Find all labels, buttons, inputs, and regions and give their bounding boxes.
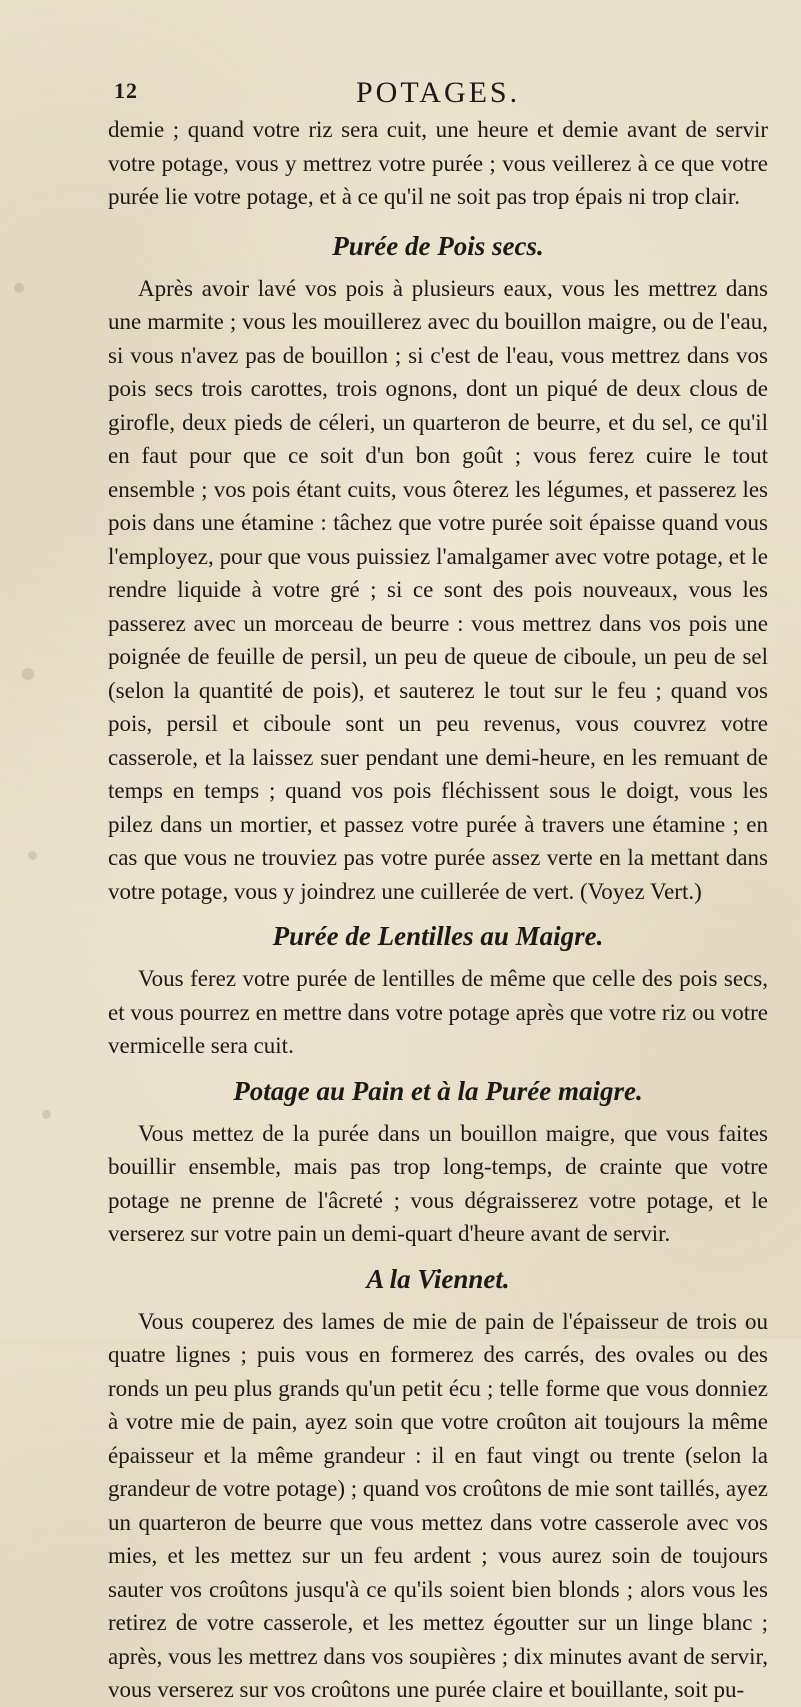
paragraph-continuation: demie ; quand votre riz sera cuit, une heure et demie avant de servir votre potage, vous y mettrez votre purée ; vous veillerez à ce que votre purée lie votre potage, et à ce qu'il ne soit pas trop épais ni trop clair. bbox=[108, 117, 768, 209]
page-number: 12 bbox=[114, 78, 138, 103]
paragraph-viennet: Vous couperez des lames de mie de pain de l'épaisseur de trois ou quatre lignes ; puis vous en formerez des carrés, des ovales ou des ronds un peu plus grands qu'un petit écu ; telle forme que vous donniez à votre mie de pain, ayez soin que votre croûton ait toujours la même épaisseur et la même grandeur : il en faut vingt ou trente (selon la grandeur de votre potage) ; quand vos croûtons de mie sont taillés, ayez un quarteron de beurre que vous mettez dans votre casserole avec vos mies, et les mettez sur un feu ardent ; vous aurez soin de toujours sauter vos croûtons jusqu'à ce qu'ils soient bien blonds ; alors vous les retirez de votre casserole, et les mettez égoutter sur un linge blanc ; après, vous les mettrez dans vos soupières ; dix minutes avant de servir, vous verserez sur vos croûtons une purée claire et bouillante, soit pu- bbox=[108, 1308, 768, 1702]
page-body bbox=[108, 113, 768, 1707]
foxing-spot bbox=[14, 283, 24, 293]
page-header bbox=[108, 78, 758, 112]
foxing-spot bbox=[22, 668, 34, 680]
paragraph-puree-pois-secs: Après avoir lavé vos pois à plusieurs eaux, vous les mettrez dans une marmite ; vous les mouillerez avec du bouillon maigre, ou de l'eau, si vous n'avez pas de bouillon ; si c'est de l'eau, vous mettrez dans vos pois secs trois carottes, trois ognons, dont un piqué de deux clous de girofle, deux pieds de céleri, un quarteron de beurre, et du sel, ce qu'il en faut pour que ce soit d'un bon goût ; vous ferez cuire le tout ensemble ; vos pois étant cuits, vous ôterez les légumes, et passerez les pois dans une étamine : tâchez que votre purée soit épaisse quand vous l'employez, pour que vous puissiez l'amalgamer avec votre potage, et le rendre liquide à votre gré ; si ce sont des pois nouveaux, vous les passerez avec un morceau de beurre : vous mettrez dans vos pois une poignée de feuille de persil, un peu de queue de ciboule, un peu de sel (selon la quantité de pois), et sauterez le tout sur le feu ; quand vos pois, persil et ciboule sont un peu revenus, vous couvrez votre casserole, et la laissez suer pendant une demi-heure, en les remuant de temps en temps ; quand vos pois fléchissent sous le doigt, vous les pilez dans un mortier, et passez votre purée à travers une étamine ; en cas que vous ne trouviez pas votre purée assez verte en la mettant dans votre potage, vous y joindrez une cuillerée de vert. (Voyez Vert.) bbox=[108, 275, 768, 904]
paragraph-puree-lentilles: Vous ferez votre purée de lentilles de même que celle des pois secs, et vous pourrez en mettre dans votre potage après que votre riz ou votre vermicelle sera cuit. bbox=[108, 966, 768, 1058]
paragraph-potage-pain-puree: Vous mettez de la purée dans un bouillon maigre, que vous faites bouillir ensemble, mais pas trop long-temps, de crainte que votre potage ne prenne de l'âcreté ; vous dégraisserez votre potage, et le verserez sur votre pain un demi-quart d'heure avant de servir. bbox=[108, 1120, 768, 1246]
heading-viennet: A la Viennet. bbox=[366, 1263, 510, 1294]
heading-puree-pois-secs: Purée de Pois secs. bbox=[332, 230, 544, 261]
foxing-spot bbox=[42, 1110, 51, 1119]
heading-potage-pain-puree: Potage au Pain et à la Purée maigre. bbox=[233, 1075, 643, 1106]
heading-puree-lentilles: Purée de Lentilles au Maigre. bbox=[272, 921, 604, 951]
foxing-spot bbox=[28, 851, 37, 860]
running-title: POTAGES. bbox=[356, 76, 521, 109]
